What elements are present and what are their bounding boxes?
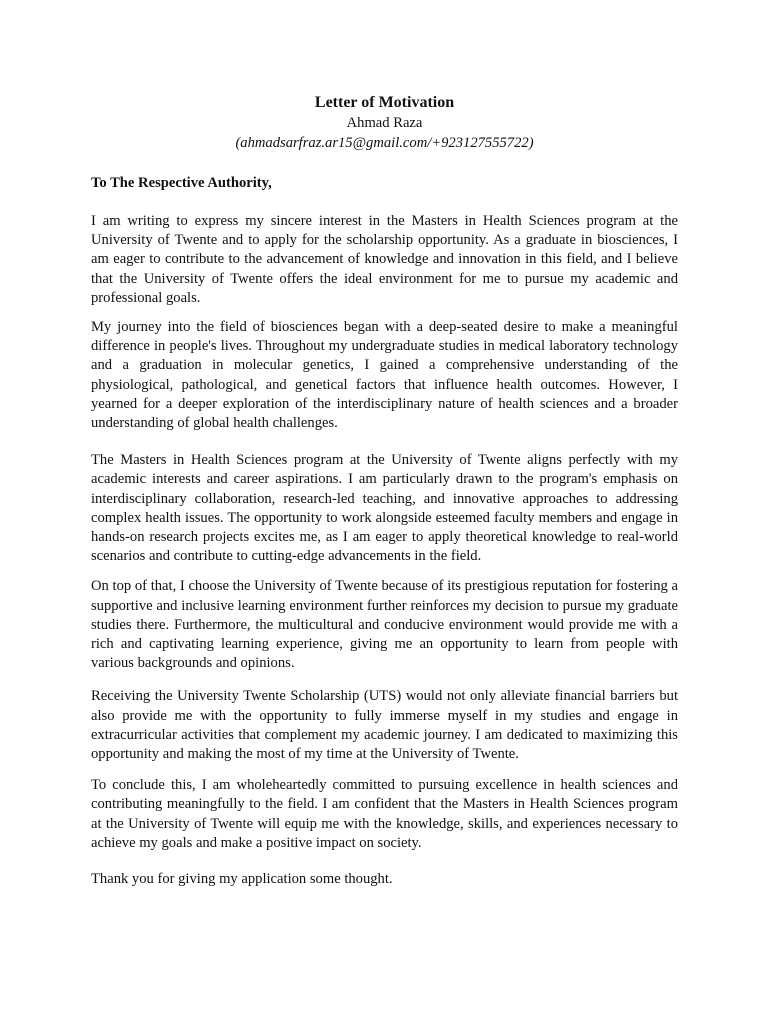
author-name: Ahmad Raza	[346, 115, 423, 131]
salutation: To The Respective Authority,	[91, 175, 272, 191]
paragraph-background: My journey into the field of biosciences began with a deep-seated desire to make a meaningful difference in people's lives. Throughout my undergraduate studies in medical laboratory technology and a graduation in molecular genetics, I gained a comprehensive understanding of the physiological, pathological, and genetical factors that influence health outcomes. However, I yearned for a deeper exploration of the interdisciplinary nature of health sciences and a broader understanding of global health challenges.	[91, 319, 678, 432]
letter-title: Letter of Motivation	[314, 94, 455, 111]
paragraph-program-fit: The Masters in Health Sciences program at the University of Twente aligns perfectly with my academic interests and career aspirations. I am particularly drawn to the program's emphasis on interdisciplinary collaboration, research-led teaching, and innovative approaches to addressing complex health issues. The opportunity to work alongside esteemed faculty members and engage in hands-on research projects excites me, as I am eager to apply theoretical knowledge to real-world scenarios and contribute to cutting-edge advancements in the field.	[91, 452, 678, 565]
paragraph-conclusion: To conclude this, I am wholeheartedly committed to pursuing excellence in health sciences and contributing meaningfully to the field. I am confident that the Masters in Health Sciences program at the University of Twente will equip me with the knowledge, skills, and experiences necessary to achieve my goals and make a positive impact on society.	[91, 777, 678, 851]
paragraph-introduction: I am writing to express my sincere interest in the Masters in Health Sciences program at the University of Twente and to apply for the scholarship opportunity. As a graduate in biosciences, I am eager to contribute to the advancement of knowledge and innovation in this field, and I believe that the University of Twente offers the ideal environment for me to pursue my academic and professional goals.	[91, 213, 678, 306]
paragraph-university-choice: On top of that, I choose the University of Twente because of its prestigious reputation for fostering a supportive and inclusive learning environment further reinforces my decision to pursue my graduate studies there. Furthermore, the multicultural and conducive environment would provide me with a rich and captivating learning experience, giving me an opportunity to learn from people with various backgrounds and opinions.	[91, 578, 678, 672]
paragraph-scholarship: Receiving the University Twente Scholarship (UTS) would not only alleviate financial barriers but also provide me with the opportunity to fully immerse myself in my studies and engage in extracurricular activities that complement my academic journey. I am dedicated to maximizing this opportunity and making the most of my time at the University of Twente.	[91, 688, 678, 763]
author-contact: (ahmadsarfraz.ar15@gmail.com/+923127555722)	[235, 135, 534, 151]
closing-line: Thank you for giving my application some thought.	[91, 871, 393, 888]
